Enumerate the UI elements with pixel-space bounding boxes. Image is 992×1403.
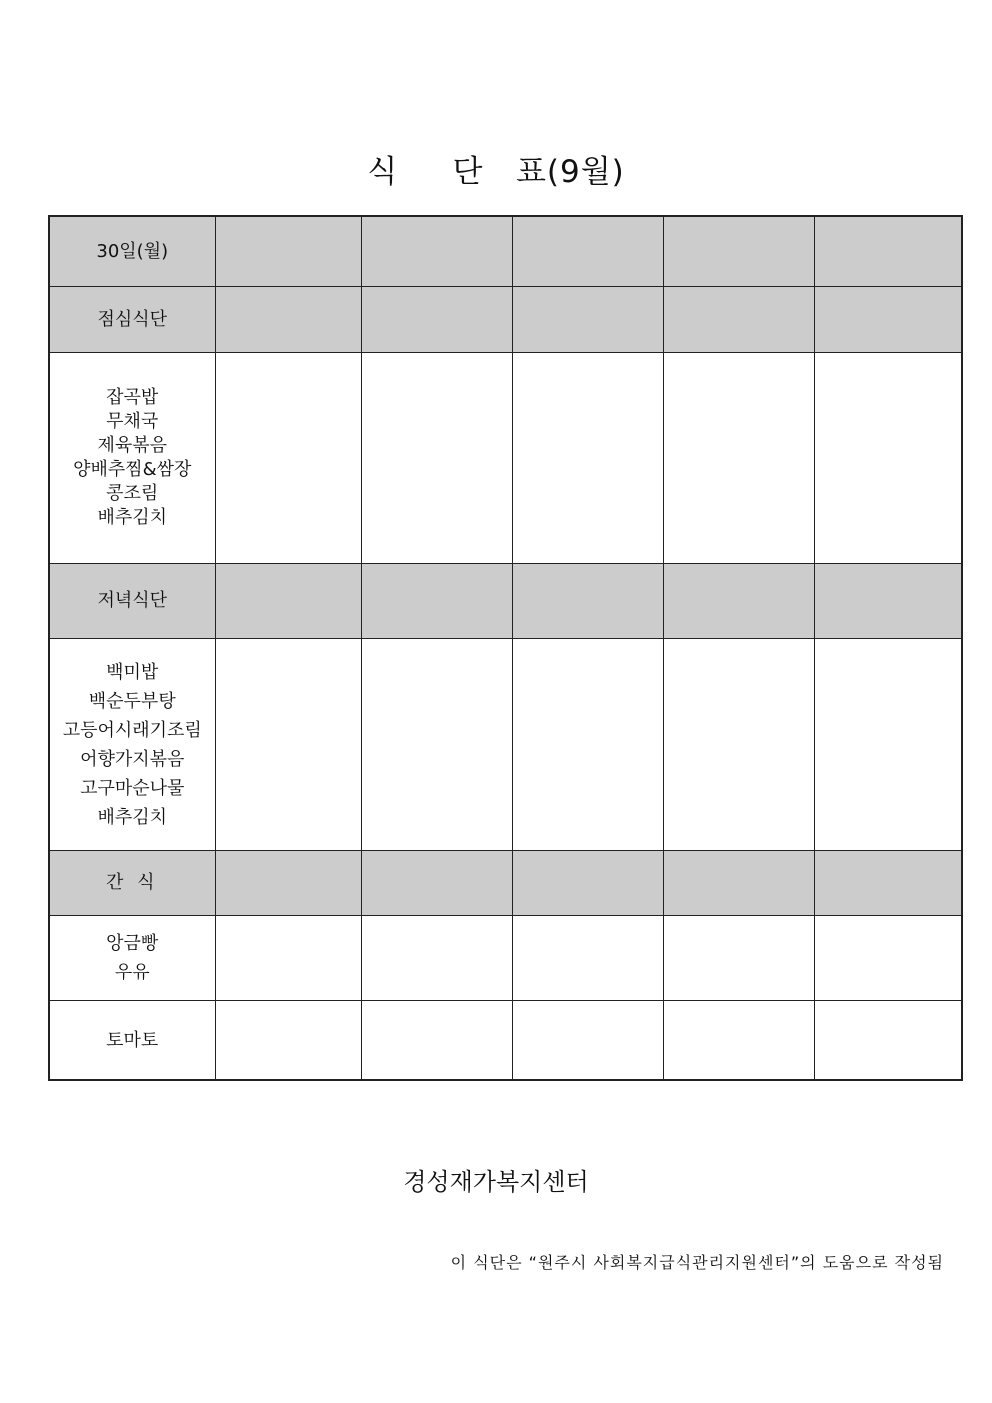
empty-cell — [814, 564, 962, 639]
empty-cell — [512, 564, 663, 639]
empty-cell — [215, 564, 361, 639]
lunch-row — [49, 353, 962, 564]
dinner-items — [50, 658, 215, 832]
snack-item: 우유 — [114, 962, 150, 983]
empty-cell — [512, 216, 663, 287]
empty-cell — [814, 287, 962, 353]
empty-cell — [663, 353, 814, 564]
snack-items — [50, 929, 215, 987]
dinner-header: 저녁식단 — [49, 564, 215, 639]
empty-cell — [814, 353, 962, 564]
snack-header: 간 식 — [49, 851, 215, 916]
empty-cell — [361, 1001, 512, 1081]
empty-cell — [361, 287, 512, 353]
empty-cell — [814, 851, 962, 916]
empty-cell — [361, 216, 512, 287]
empty-cell — [361, 916, 512, 1001]
lunch-items — [50, 386, 215, 530]
date-row — [49, 216, 962, 287]
snack-item: 토마토 — [106, 1029, 159, 1051]
empty-cell — [215, 916, 361, 1001]
empty-cell — [512, 639, 663, 851]
empty-cell — [663, 216, 814, 287]
empty-cell — [663, 564, 814, 639]
empty-cell — [663, 1001, 814, 1081]
snack-menu-cell — [49, 916, 215, 1001]
snack-header-row — [49, 851, 962, 916]
page-title: 식 단 표(9월) — [367, 154, 625, 190]
lunch-item: 무채국 — [106, 411, 159, 432]
dinner-item: 배추김치 — [97, 806, 168, 828]
empty-cell — [512, 851, 663, 916]
empty-cell — [215, 851, 361, 916]
lunch-header: 점심식단 — [49, 287, 215, 353]
lunch-item: 배추김치 — [97, 507, 168, 528]
dinner-item: 어향가지볶음 — [80, 748, 185, 770]
lunch-item: 제육볶음 — [97, 435, 168, 456]
snack-items — [50, 1026, 215, 1055]
empty-cell — [663, 916, 814, 1001]
lunch-header-row — [49, 287, 962, 353]
center-name: 경성재가복지센터 — [403, 1168, 589, 1196]
dinner-item: 백순두부탕 — [88, 690, 176, 712]
empty-cell — [361, 564, 512, 639]
footnote: 이 식단은 “원주시 사회복지급식관리지원센터”의 도움으로 작성됨 — [450, 1253, 944, 1272]
empty-cell — [215, 1001, 361, 1081]
empty-cell — [512, 1001, 663, 1081]
empty-cell — [663, 639, 814, 851]
empty-cell — [215, 216, 361, 287]
empty-cell — [814, 1001, 962, 1081]
empty-cell — [512, 353, 663, 564]
snack-row-2 — [49, 1001, 962, 1081]
empty-cell — [814, 639, 962, 851]
dinner-menu-cell — [49, 639, 215, 851]
empty-cell — [215, 639, 361, 851]
dinner-item: 고구마순나물 — [80, 777, 185, 799]
dinner-header-row — [49, 564, 962, 639]
empty-cell — [512, 287, 663, 353]
dinner-item: 고등어시래기조림 — [62, 719, 202, 741]
menu-table — [48, 215, 963, 1081]
dinner-item: 백미밥 — [106, 661, 159, 683]
empty-cell — [814, 916, 962, 1001]
lunch-menu-cell — [49, 353, 215, 564]
snack-row-1 — [49, 916, 962, 1001]
empty-cell — [361, 353, 512, 564]
empty-cell — [663, 287, 814, 353]
lunch-item: 콩조림 — [106, 483, 159, 504]
empty-cell — [361, 639, 512, 851]
empty-cell — [215, 353, 361, 564]
dinner-row — [49, 639, 962, 851]
snack-menu-cell — [49, 1001, 215, 1081]
snack-item: 앙금빵 — [106, 933, 159, 954]
empty-cell — [814, 216, 962, 287]
lunch-item: 양배추찜&쌈장 — [73, 459, 192, 480]
empty-cell — [215, 287, 361, 353]
lunch-item: 잡곡밥 — [106, 387, 159, 408]
date-cell: 30일(월) — [49, 216, 215, 287]
empty-cell — [512, 916, 663, 1001]
empty-cell — [663, 851, 814, 916]
empty-cell — [361, 851, 512, 916]
